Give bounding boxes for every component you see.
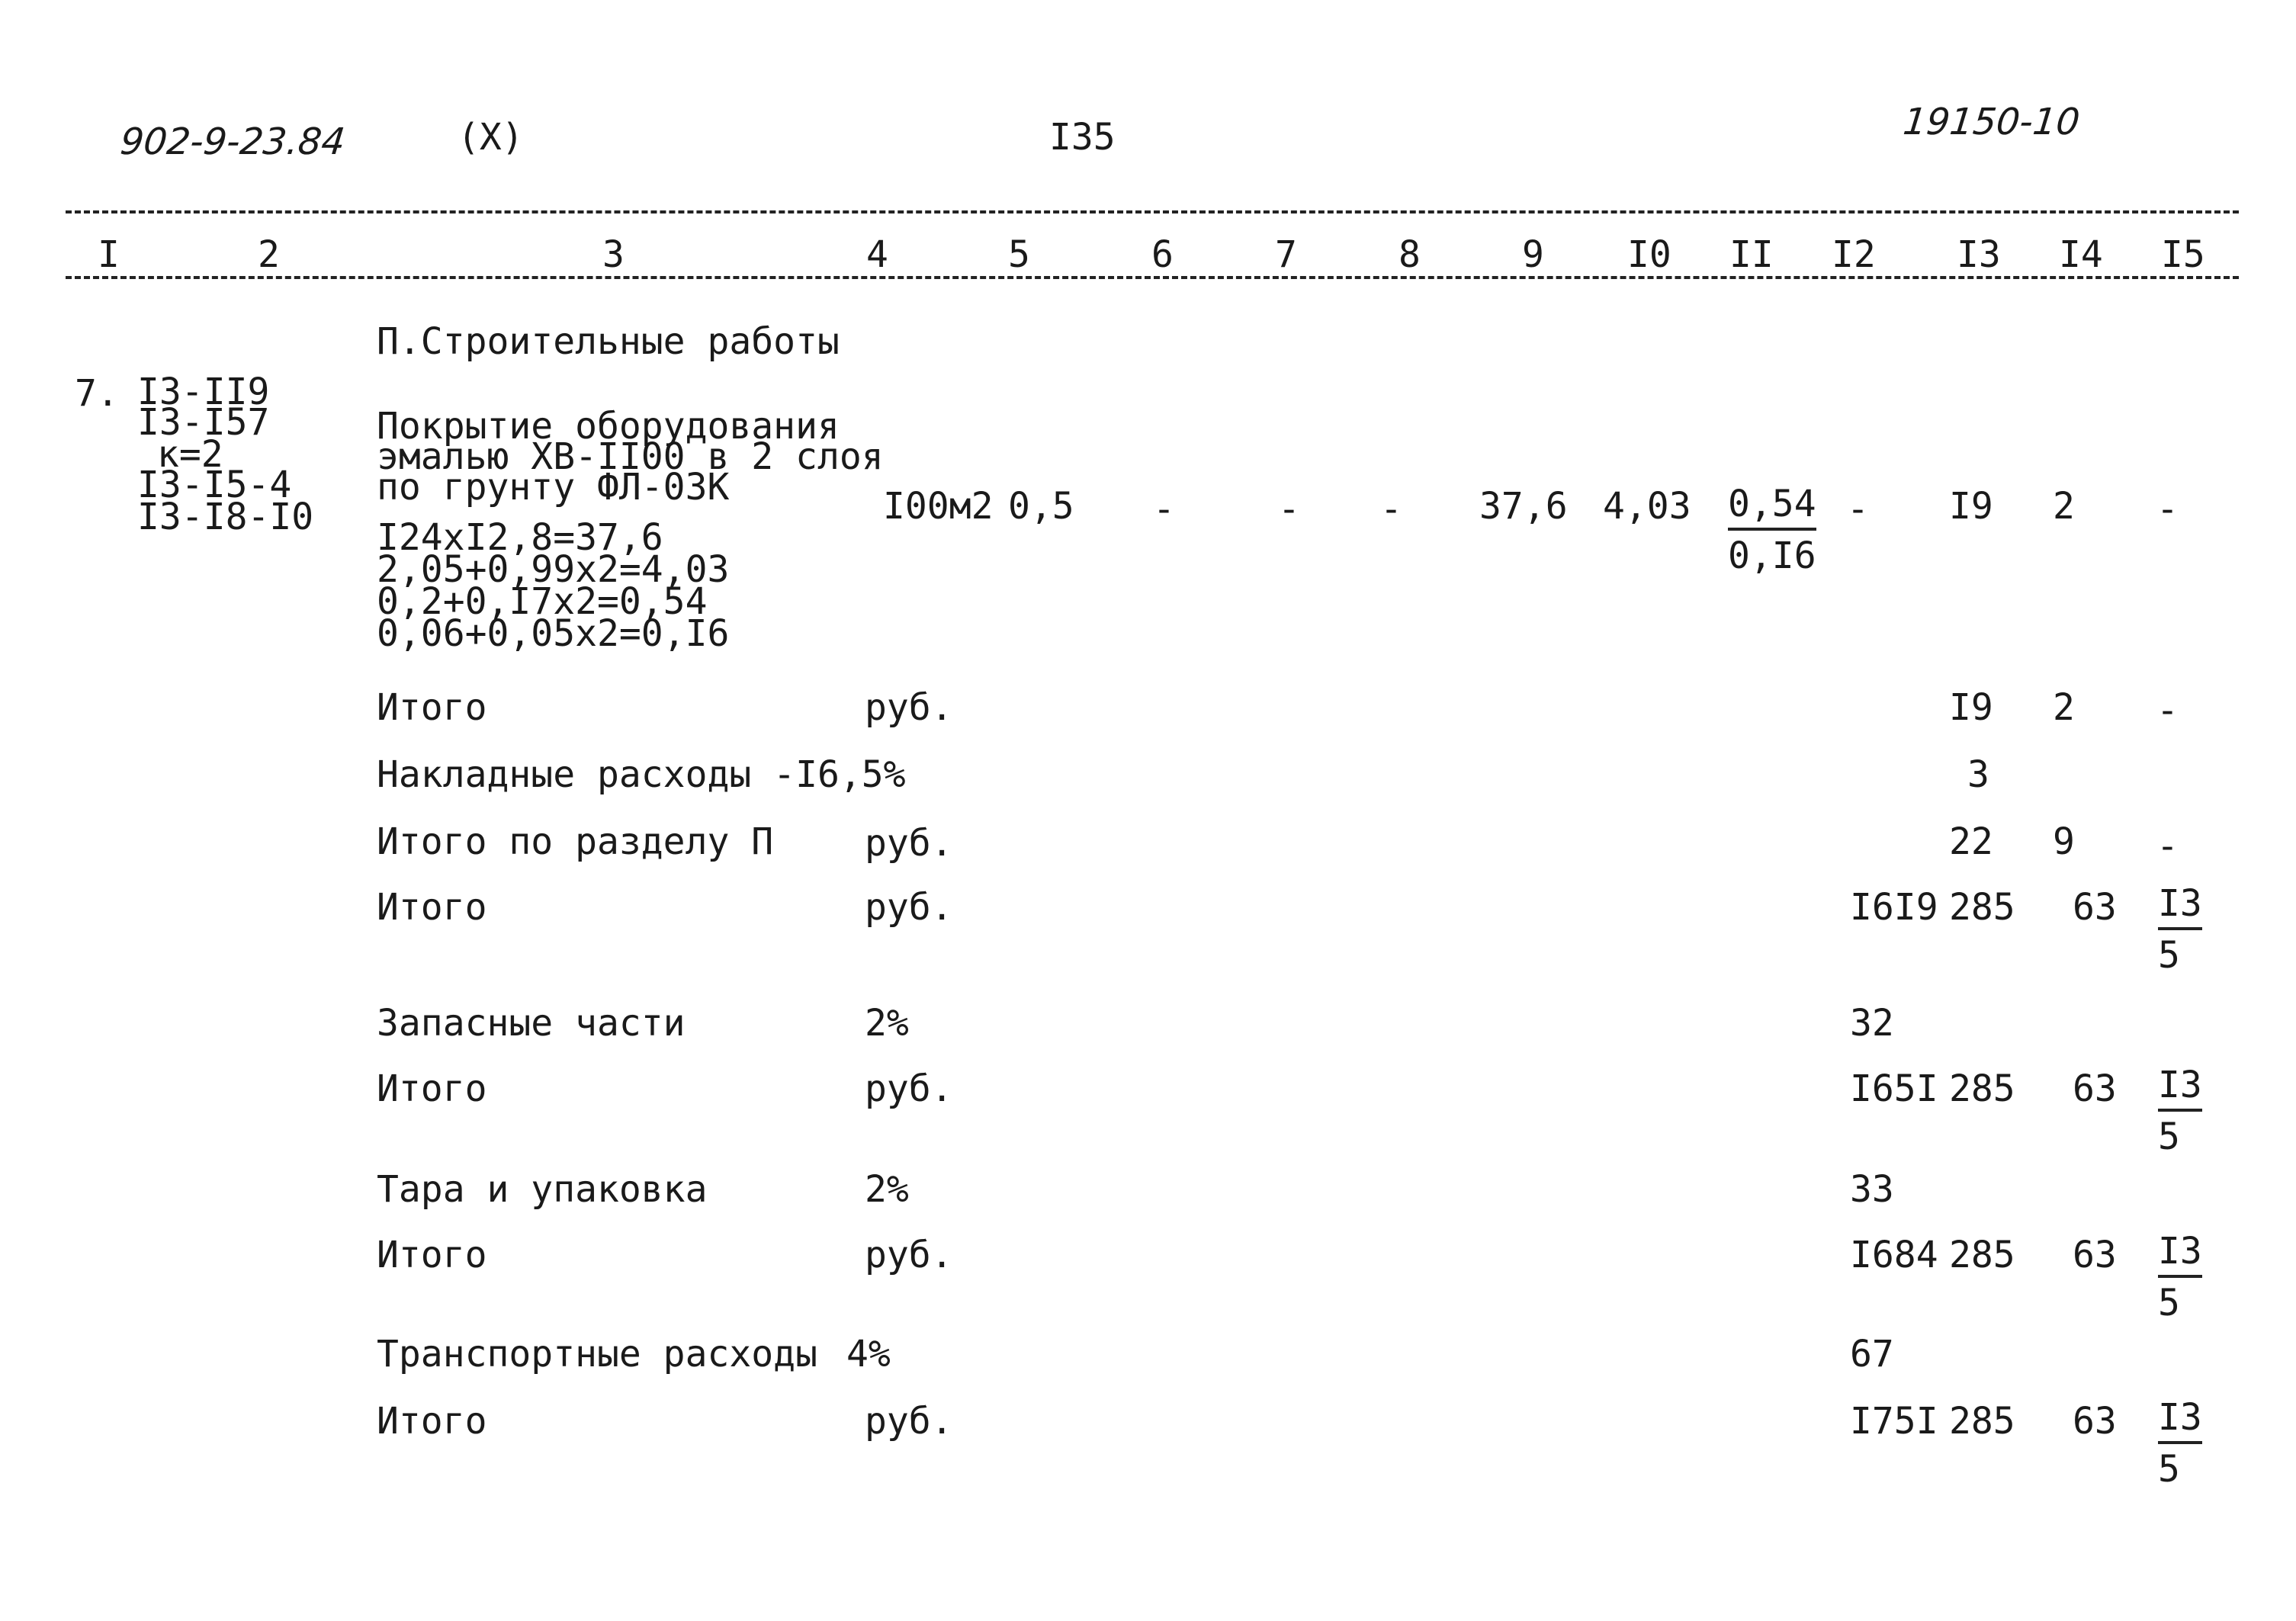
item-col11-fraction	[1728, 485, 1816, 575]
row-col15: -	[2156, 689, 2179, 732]
row-col14: 63	[2073, 1234, 2117, 1276]
item-col11-numerator: 0,54	[1728, 485, 1816, 531]
column-header: 2	[258, 233, 280, 276]
row-unit: руб.	[865, 686, 953, 729]
item-col12: -	[1847, 488, 1869, 531]
row-col13: I9	[1949, 686, 1993, 729]
item-col7: -	[1278, 488, 1300, 531]
row-col13: 22	[1949, 820, 1993, 863]
row-col14: 2	[2053, 686, 2075, 729]
item-quantity: 0,5	[1008, 485, 1074, 528]
row-col14: 9	[2053, 820, 2075, 863]
header-rule-bottom	[66, 276, 2239, 279]
item-col6: -	[1153, 488, 1175, 531]
row-col12: I684	[1850, 1234, 1938, 1276]
row-col13: 285	[1949, 1067, 2015, 1110]
column-header: I5	[2161, 233, 2205, 276]
item-code: I3-I5-4	[137, 464, 292, 506]
column-header: I0	[1627, 233, 1671, 276]
item-col10: 4,03	[1603, 485, 1691, 528]
row-col15-denominator: 5	[2158, 1448, 2180, 1491]
row-col15-numerator: I3	[2158, 1232, 2202, 1278]
item-col8: -	[1380, 488, 1402, 531]
row-col12: 33	[1850, 1168, 1894, 1211]
row-label: Итого	[377, 1067, 487, 1110]
section-title: П.Строительные работы	[377, 320, 840, 363]
row-unit: 4%	[846, 1333, 891, 1375]
calculation-line: 0,2+0,I7x2=0,54	[377, 580, 708, 623]
row-col12: I65I	[1850, 1067, 1938, 1110]
item-code: I3-I8-I0	[137, 496, 314, 538]
row-unit: 2%	[865, 1168, 909, 1211]
item-col15: -	[2156, 488, 2179, 531]
row-col15-numerator: I3	[2158, 1398, 2202, 1444]
column-header: 7	[1275, 233, 1297, 276]
item-col11-denominator: 0,I6	[1728, 534, 1816, 577]
item-number: 7.	[75, 372, 119, 415]
row-col15-fraction	[2158, 882, 2202, 977]
header-rule-top	[66, 210, 2239, 213]
item-code: I3-II9	[137, 371, 270, 413]
variant-mark: (X)	[458, 116, 524, 159]
calculation-line: 0,06+0,05x2=0,I6	[377, 612, 730, 655]
document-code: 902-9-23.84	[118, 120, 348, 163]
row-col14: 63	[2073, 1400, 2117, 1443]
column-header: I	[98, 233, 120, 276]
row-col13: 285	[1949, 1234, 2015, 1276]
item-description: Покрытие оборудования	[377, 405, 840, 448]
column-header: 4	[866, 233, 888, 276]
column-header: II	[1729, 233, 1774, 276]
row-col12: I6I9	[1850, 886, 1938, 929]
row-label: Итого	[377, 686, 487, 729]
column-header: 3	[602, 233, 625, 276]
row-col15-numerator: I3	[2158, 1066, 2202, 1112]
row-unit: руб.	[865, 1067, 953, 1110]
row-col15-denominator: 5	[2158, 1282, 2180, 1324]
row-label: Тара и упаковка	[377, 1168, 708, 1211]
row-col15-fraction	[2158, 1232, 2202, 1322]
row-label: Накладные расходы -I6,5%	[377, 753, 906, 796]
item-col14: 2	[2053, 485, 2075, 528]
row-col12: I75I	[1850, 1400, 1938, 1443]
row-unit: руб.	[865, 1400, 953, 1443]
row-col12: 67	[1850, 1333, 1894, 1375]
column-header: I3	[1957, 233, 2001, 276]
row-col15-numerator: I3	[2158, 884, 2202, 930]
item-col9: 37,6	[1479, 485, 1568, 528]
row-unit: руб.	[865, 822, 953, 865]
row-label: Итого	[377, 1234, 487, 1276]
item-col13: I9	[1949, 485, 1993, 528]
calculation-line: I24xI2,8=37,6	[377, 516, 663, 559]
item-description: эмалью ХВ-II00 в 2 слоя	[377, 435, 884, 478]
row-unit: руб.	[865, 886, 953, 929]
row-label: Итого	[377, 1400, 487, 1443]
row-col12: 32	[1850, 1002, 1894, 1045]
column-header: I4	[2059, 233, 2103, 276]
row-col15-fraction	[2158, 1066, 2202, 1156]
column-header: 5	[1008, 233, 1030, 276]
row-label: Запасные части	[377, 1002, 686, 1045]
page-number: I35	[1049, 116, 1116, 159]
row-col14: 63	[2073, 886, 2117, 929]
row-col15-denominator: 5	[2158, 934, 2180, 977]
row-label: Транспортные расходы	[377, 1333, 817, 1375]
column-header: 8	[1398, 233, 1421, 276]
row-label: Итого	[377, 886, 487, 929]
row-col13: 3	[1967, 753, 1989, 796]
row-col15-denominator: 5	[2158, 1115, 2180, 1158]
archive-stamp: 19150-10	[1901, 101, 2082, 143]
calculation-line: 2,05+0,99x2=4,03	[377, 548, 730, 591]
row-col13: 285	[1949, 1400, 2015, 1443]
row-col15: -	[2156, 825, 2179, 868]
item-description: по грунту ФЛ-03К	[377, 466, 730, 509]
row-unit: 2%	[865, 1002, 909, 1045]
item-code: I3-I57	[137, 401, 270, 444]
column-header: 9	[1522, 233, 1544, 276]
row-label: Итого по разделу П	[377, 820, 774, 863]
row-col13: 285	[1949, 886, 2015, 929]
item-unit: I00м2	[883, 485, 994, 528]
column-header: I2	[1832, 233, 1876, 276]
item-code: к=2	[157, 433, 223, 476]
row-unit: руб.	[865, 1234, 953, 1276]
row-col15-fraction	[2158, 1396, 2202, 1491]
row-col14: 63	[2073, 1067, 2117, 1110]
column-header: 6	[1151, 233, 1174, 276]
